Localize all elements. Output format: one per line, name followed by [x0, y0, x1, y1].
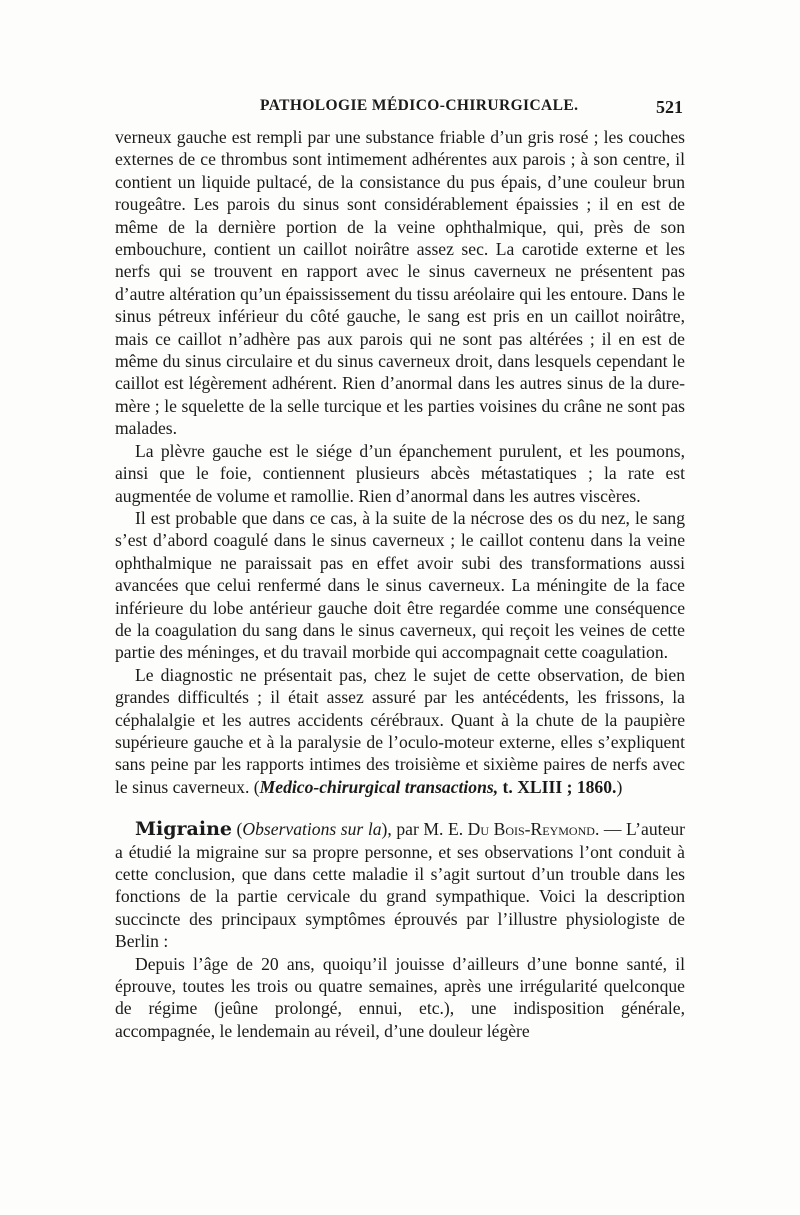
citation-close: ) — [616, 776, 623, 797]
entry-subtitle: Observations sur la — [242, 819, 382, 840]
running-head — [115, 97, 685, 123]
paragraph-thrombus: verneux gauche est rempli par une substance friable d’un gris rosé ; les couches externes de ce thrombus sont intimement adhérentes aux parois ; à son centre, il contient un liquide pultacé, de la consistance du pus épais, d’une couleur brun rougeâtre. Les parois du sinus sont considérablement épaissies ; il en est de même de la dernière portion de la veine ophthalmique, qui, près de son embouchure, contient un caillot noirâtre assez sec. La carotide externe et les nerfs qui se trouvent en rapport avec le sinus caverneux ne présentent pas d’autre altération qu’un épaississement du tissu aréolaire qui les entoure. Dans le sinus pétreux inférieur du côté gauche, le sang est pris en un caillot noirâtre, mais ce caillot n’adhère pas aux parois qui ne sont pas altérées ; il en est de même du sinus circulaire et du sinus caverneux droit, dans lesquels cependant le caillot est légèrement adhérent. Rien d’anormal dans les autres sinus de la dure-mère ; le squelette de la selle turcique et les parties voisines du crâne ne sont pas malades. — [115, 127, 685, 439]
diagnostic-text: Le diagnostic ne présentait pas, chez le sujet de cette observation, de bien grandes difficultés ; il était assez assuré par les antécédents, les frissons, la céphalalgie et les autres accidents cérébraux. Quant à la chute de la paupière supérieure gauche et à la paralysie de l’oculo-moteur externe, elles s’expliquent sans peine par les rapports intimes des troisième et sixième paires de nerfs avec le sinus caverneux. — [115, 664, 685, 797]
entry-migraine — [115, 818, 685, 952]
paragraph-probable: Il est probable que dans ce cas, à la suite de la nécrose des os du nez, le sang s’est d’abord coagulé dans le sinus caverneux ; le caillot contenu dans la veine ophthalmique ne paraissait pas en effet avoir subi des transformations aussi avancées que celui renfermé dans le sinus caverneux. La méningite de la face inférieure du lobe antérieur gauche doit être regardée comme une conséquence de la coagulation du sang dans le sinus caverneux, qui reçoit les veines de cette partie des méninges, et du travail morbide qui accompagnait cette coagulation. — [115, 507, 685, 663]
citation-open: ( — [253, 776, 260, 797]
entry-text: . — L’auteur a étudié la migraine sur sa propre personne, et ses observations l’ont conduit à cette conclusion, que dans cette maladie il s’agit surtout d’un trouble dans les fonctions de la partie cervicale du grand sympathique. Voici la description succincte des principaux symptômes éprouvés par l’illustre physiologiste de Berlin : — [115, 819, 685, 952]
citation-journal: Medico-chirurgical transactions, — [259, 776, 499, 797]
page-number: 521 — [656, 97, 683, 117]
citation-volume: t. XLIII ; 1860. — [502, 776, 617, 797]
entry-author: Du Bois-Reymond — [467, 819, 595, 840]
running-title: PATHOLOGIE MÉDICO-CHIRURGICALE. — [260, 97, 579, 114]
paragraph-depuis: Depuis l’âge de 20 ans, quoiqu’il jouisse d’ailleurs d’une bonne santé, il éprouve, toutes les trois ou quatre semaines, après une irrégularité quelconque de régime (jeûne prolongé, ennui, etc.), une indisposition générale, accompagnée, le lendemain au réveil, d’une douleur légère — [115, 953, 685, 1041]
entry-title: Migraine — [135, 818, 232, 841]
entry-subtitle-close: ), par M. E. — [381, 819, 468, 840]
paragraph-diagnostic — [115, 664, 685, 798]
entry-subtitle-open: ( — [231, 819, 243, 840]
body-text — [115, 126, 685, 1042]
paragraph-pleura: La plèvre gauche est le siége d’un épanchement purulent, et les poumons, ainsi que le foie, contiennent plusieurs abcès métastatiques ; la rate est augmentée de volume et ramollie. Rien d’anormal dans les autres viscères. — [115, 440, 685, 506]
